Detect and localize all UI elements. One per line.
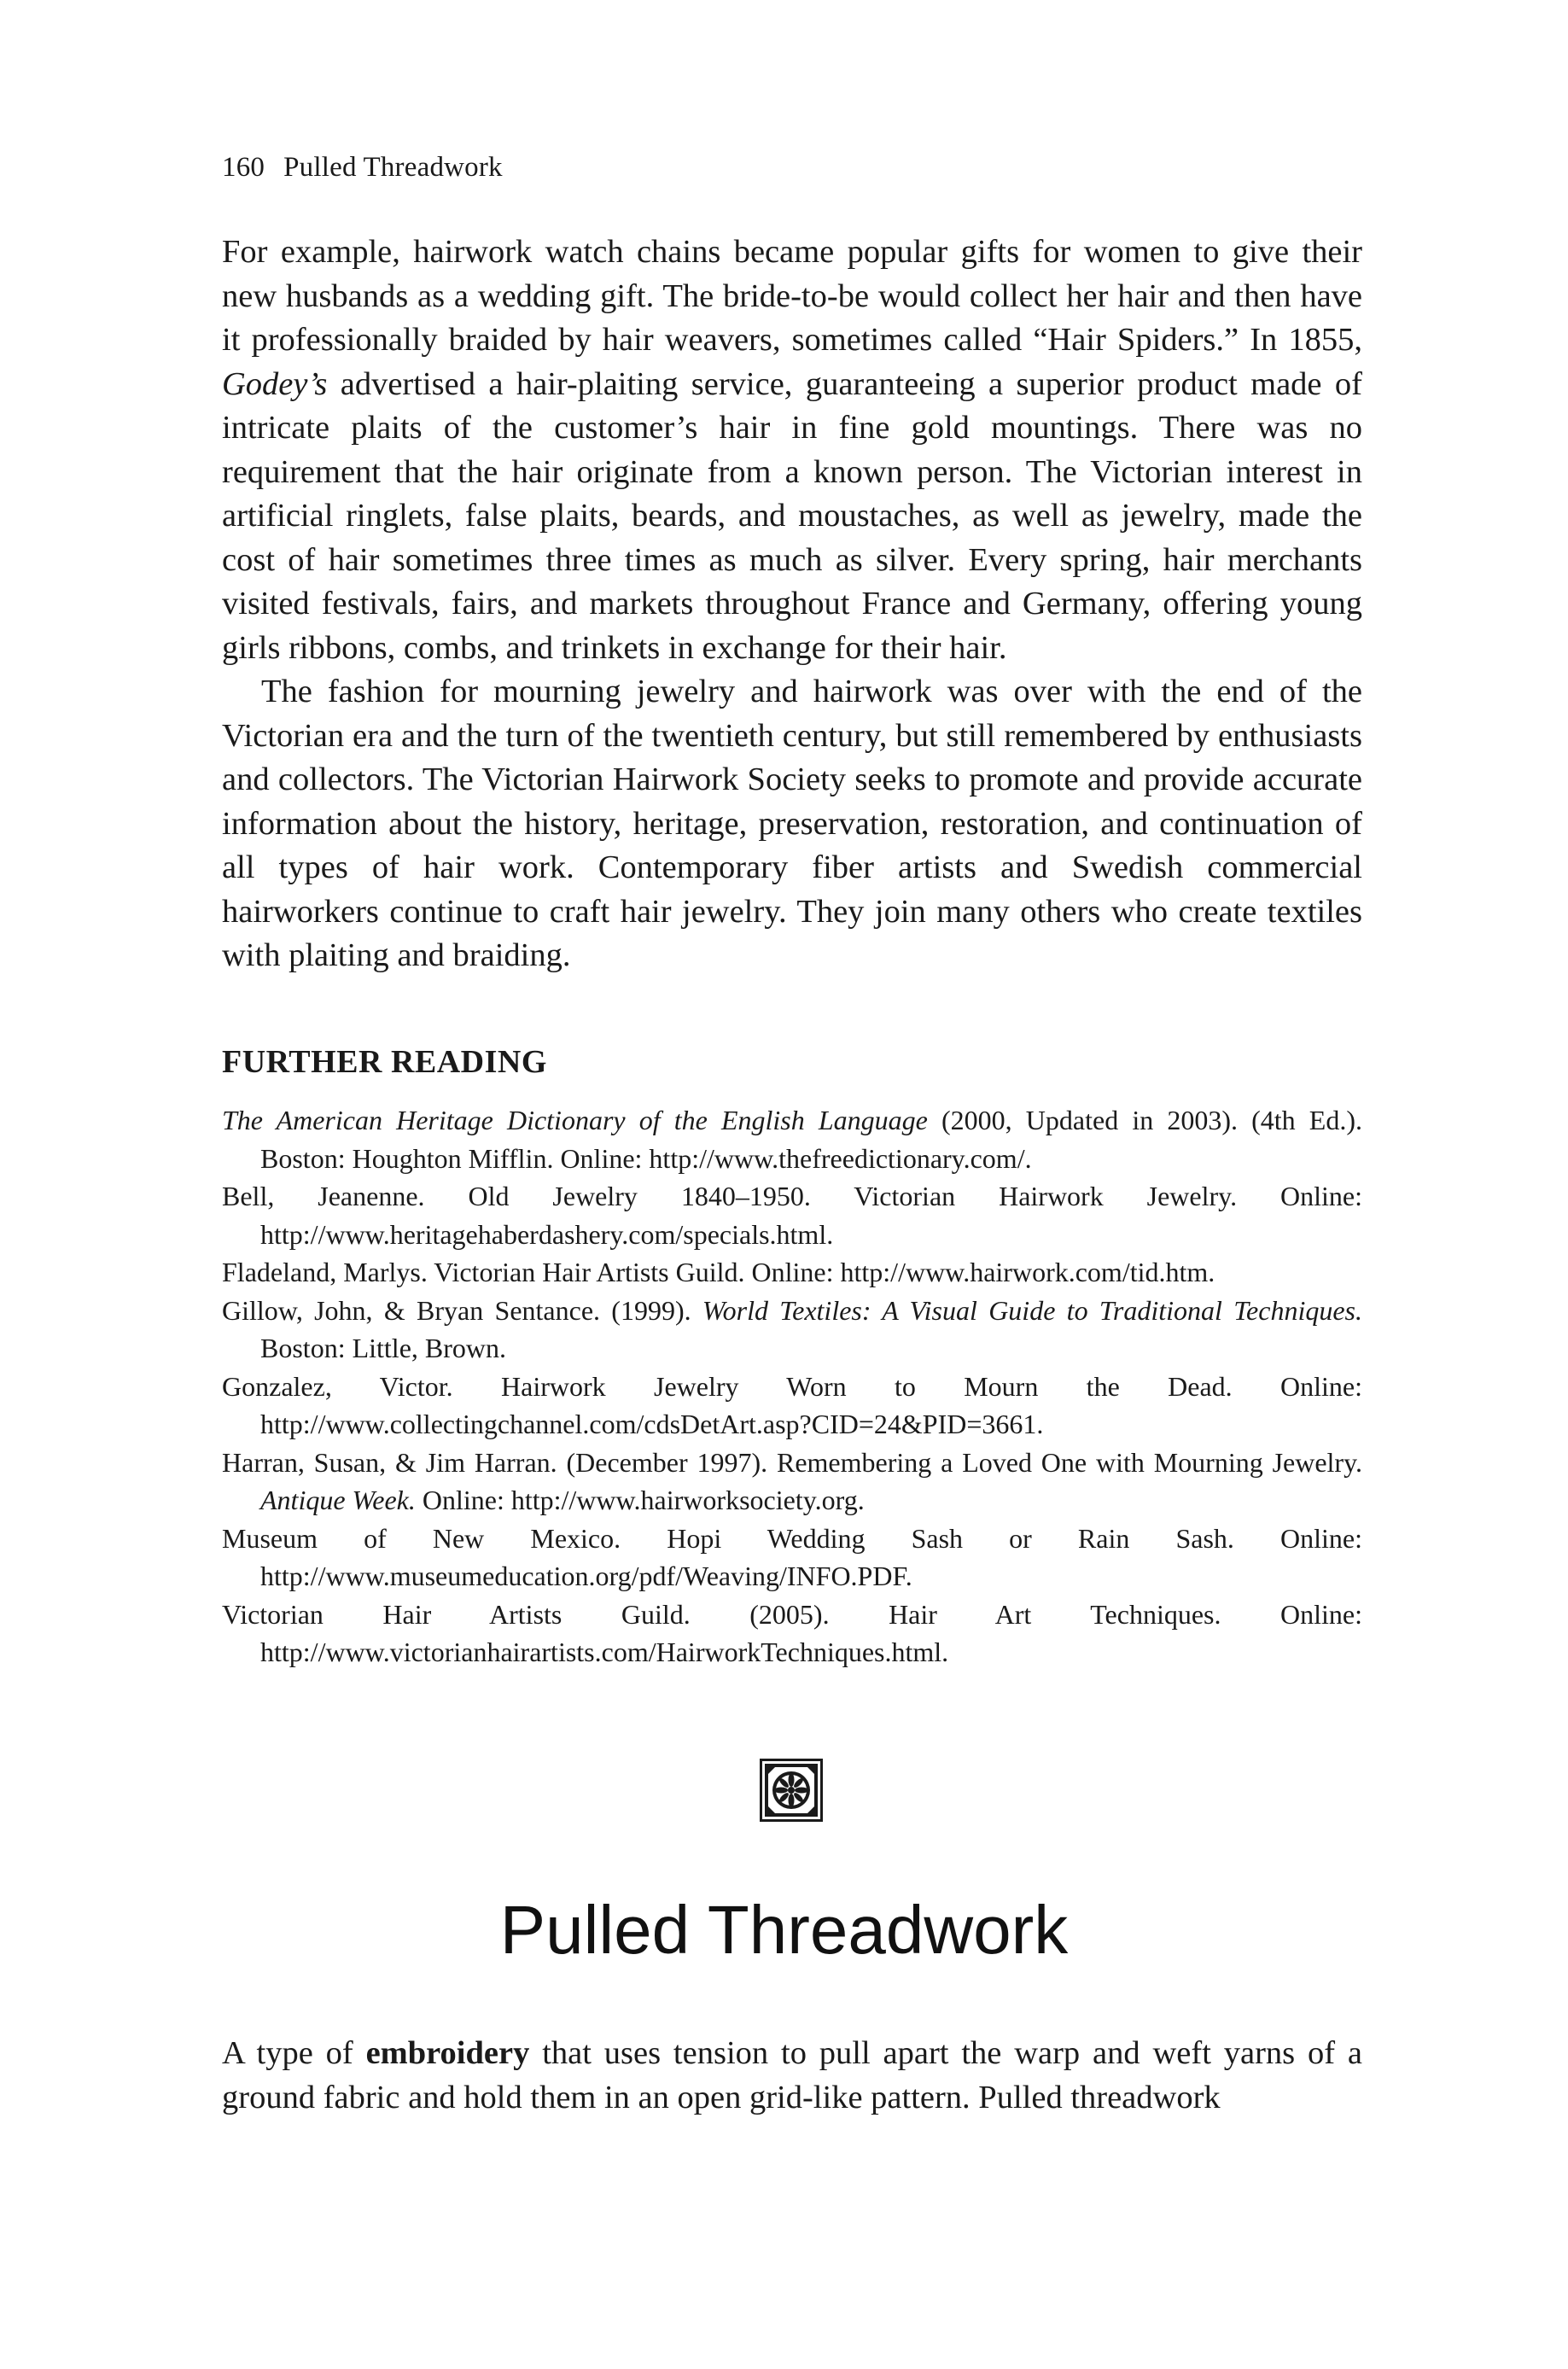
running-head xyxy=(222,152,503,184)
reference-list xyxy=(222,1101,1362,1672)
entry-title: Pulled Threadwork xyxy=(499,1892,1069,1968)
reference-item: Museum of New Mexico. Hopi Wedding Sash or Rain Sash. Online: http://www.museumeducation.org/pdf/Weaving/INFO.PDF. xyxy=(222,1522,1362,1591)
entry-intro-paragraph: A type of embroidery that uses tension to pull apart the warp and weft yarns of a ground fabric and hold them in an open grid-like pattern. Pulled threadwork xyxy=(222,2035,1362,2115)
reference-item: Gillow, John, & Bryan Sentance. (1999). World Textiles: A Visual Guide to Traditional Techniques. Boston: Little, Brown. xyxy=(222,1294,1363,1363)
decorative-square-ornament-icon xyxy=(760,1759,823,1822)
reference-item: Victorian Hair Artists Guild. (2005). Hair Art Techniques. Online: http://www.victorianhairartists.com/HairworkTechniques.html. xyxy=(222,1598,1362,1667)
running-head-title: Pulled Threadwork xyxy=(283,152,503,183)
body-text xyxy=(222,230,1362,978)
reference-item: Bell, Jeanenne. Old Jewelry 1840–1950. Victorian Hairwork Jewelry. Online: http://www.heritagehaberdashery.com/specials.html. xyxy=(222,1181,1362,1250)
body-paragraph: For example, hairwork watch chains became popular gifts for women to give their new husbands as a wedding gift. The bride-to-be would collect her hair and then have it professionally braided by hair weavers, sometimes called “Hair Spiders.” In 1855, Godey’s advertised a hair-plaiting service, guaranteeing a superior product made of intricate plaits of the customer’s hair in fine gold mountings. There was no requirement that the hair originate from a known person. The Victorian interest in artificial ringlets, false plaits, beards, and moustaches, as well as jewelry, made the cost of hair sometimes three times as much as silver. Every spring, hair merchants visited festivals, fairs, and markets throughout France and Germany, offering young girls ribbons, combs, and trinkets in exchange for their hair. xyxy=(222,234,1362,666)
reference-item: Gonzalez, Victor. Hairwork Jewelry Worn to Mourn the Dead. Online: http://www.collectingchannel.com/cdsDetArt.asp?CID=24&PID=3661. xyxy=(222,1370,1362,1439)
body-paragraph: The fashion for mourning jewelry and hairwork was over with the end of the Victorian era and the turn of the twentieth century, but still remembered by enthusiasts and collectors. The Victorian Hairwork Society seeks to promote and provide accurate information about the history, heritage, preservation, restoration, and continuation of all types of hair work. Contemporary fiber artists and Swedish commercial hairworkers continue to craft hair jewelry. They join many others who create textiles with plaiting and braiding. xyxy=(222,674,1362,973)
reference-item: Harran, Susan, & Jim Harran. (December 1997). Remembering a Loved One with Mourning Jewelry. Antique Week. Online: http://www.hairworksociety.org. xyxy=(222,1446,1362,1515)
page-number: 160 xyxy=(222,152,265,183)
reference-item: Fladeland, Marlys. Victorian Hair Artists Guild. Online: http://www.hairwork.com/tid.htm. xyxy=(222,1257,1215,1287)
reference-item: The American Heritage Dictionary of the English Language (2000, Updated in 2003). (4th Ed.). Boston: Houghton Mifflin. Online: http://www.thefreedictionary.com/. xyxy=(222,1105,1363,1174)
entry-text xyxy=(222,2032,1362,2120)
further-reading-heading: FURTHER READING xyxy=(222,1044,547,1080)
cross-reference-term: embroidery xyxy=(365,2035,530,2071)
